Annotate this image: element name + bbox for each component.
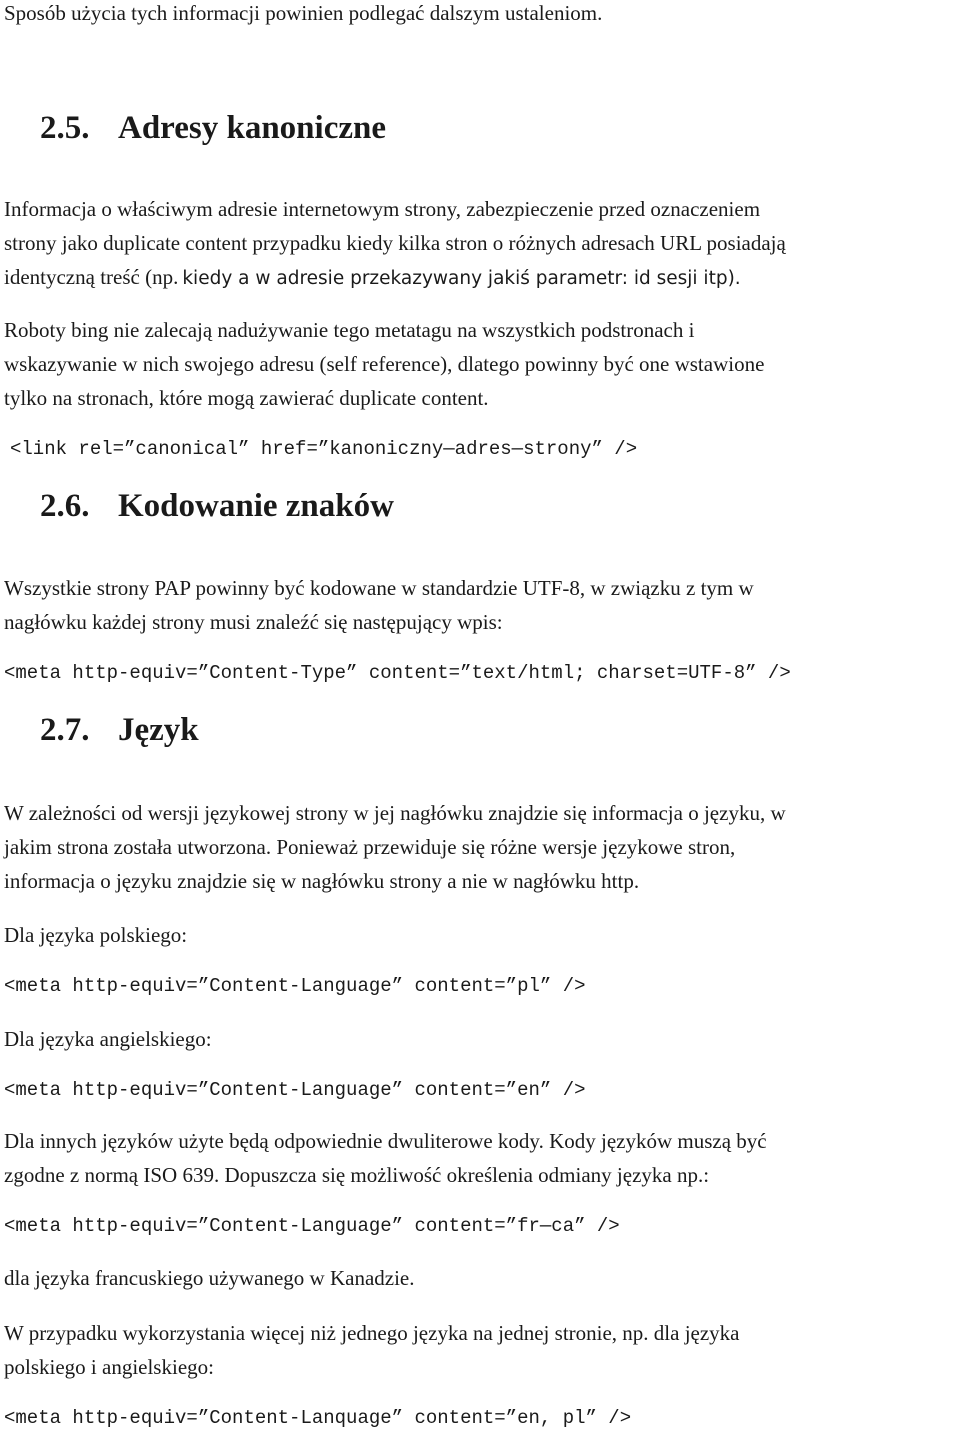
paragraph-line: zgodne z normą ISO 639. Dopuszcza się możliwość określenia odmiany języka np.:	[4, 1163, 710, 1187]
encoding-code-snippet: <meta http-equiv=”Content-Type” content=”text/html; charset=UTF-8” />	[4, 662, 791, 684]
section-title: Język	[118, 712, 199, 748]
section-2-6-heading	[40, 486, 394, 526]
paragraph-line: nagłówku każdej strony musi znaleźć się następujący wpis:	[4, 610, 503, 634]
paragraph-line: polskiego i angielskiego:	[4, 1355, 214, 1379]
section-title: Adresy kanoniczne	[118, 110, 386, 146]
canonical-code-snippet: <link rel=”canonical” href=”kanoniczny—adres—strony” />	[10, 438, 638, 460]
section-2-7-heading	[40, 710, 199, 750]
polish-code-snippet: <meta http-equiv=”Content-Language” content=”pl” />	[4, 975, 586, 997]
paragraph-line: Informacja o właściwym adresie internetowym strony, zabezpieczenie przed oznaczeniem	[4, 197, 761, 221]
paragraph-line: tylko na stronach, które mogą zawierać duplicate content.	[4, 386, 489, 410]
section-number: 2.5.	[40, 110, 90, 146]
paragraph-line: informacja o języku znajdzie się w nagłówku strony a nie w nagłówku http.	[4, 869, 640, 893]
french-canadian-note: dla języka francuskiego używanego w Kanadzie.	[4, 1266, 415, 1290]
multi-language-code-snippet: <meta http-equiv=”Content-Lanquage” content=”en, pl” />	[4, 1407, 632, 1429]
french-canadian-code-snippet: <meta http-equiv=”Content-Language” content=”fr—ca” />	[4, 1215, 620, 1237]
paragraph-line: jakim strona została utworzona. Ponieważ przewiduje się różne wersje językowe stron,	[4, 835, 736, 859]
paragraph-fragment: kiedy a w adresie przekazywany jakiś parametr: id sesji itp).	[182, 268, 741, 289]
english-label: Dla języka angielskiego:	[4, 1027, 212, 1051]
paragraph-line: Dla innych języków użyte będą odpowiednie dwuliterowe kody. Kody języków muszą być	[4, 1129, 767, 1153]
section-number: 2.6.	[40, 488, 90, 524]
paragraph-line: Roboty bing nie zalecają nadużywanie tego metatagu na wszystkich podstronach i	[4, 318, 695, 342]
intro-line: Sposób użycia tych informacji powinien podlegać dalszym ustaleniom.	[4, 1, 603, 25]
paragraph-line: wskazywanie w nich swojego adresu (self reference), dlatego powinny być one wstawione	[4, 352, 765, 376]
polish-label: Dla języka polskiego:	[4, 923, 188, 947]
paragraph-line: Wszystkie strony PAP powinny być kodowane w standardzie UTF-8, w związku z tym w	[4, 576, 754, 600]
section-2-5-heading	[40, 108, 386, 148]
english-code-snippet: <meta http-equiv=”Content-Language” content=”en” />	[4, 1079, 586, 1101]
paragraph-line-mixed	[4, 260, 741, 296]
section-title: Kodowanie znaków	[118, 488, 394, 524]
paragraph-line: strony jako duplicate content przypadku kiedy kilka stron o różnych adresach URL posiadają	[4, 231, 786, 255]
section-number: 2.7.	[40, 712, 90, 748]
paragraph-line: W zależności od wersji językowej strony w jej nagłówku znajdzie się informacja o języku, w	[4, 801, 786, 825]
paragraph-fragment: identyczną treść (np.	[4, 265, 179, 289]
paragraph-line: W przypadku wykorzystania więcej niż jednego języka na jednej stronie, np. dla języka	[4, 1321, 740, 1345]
